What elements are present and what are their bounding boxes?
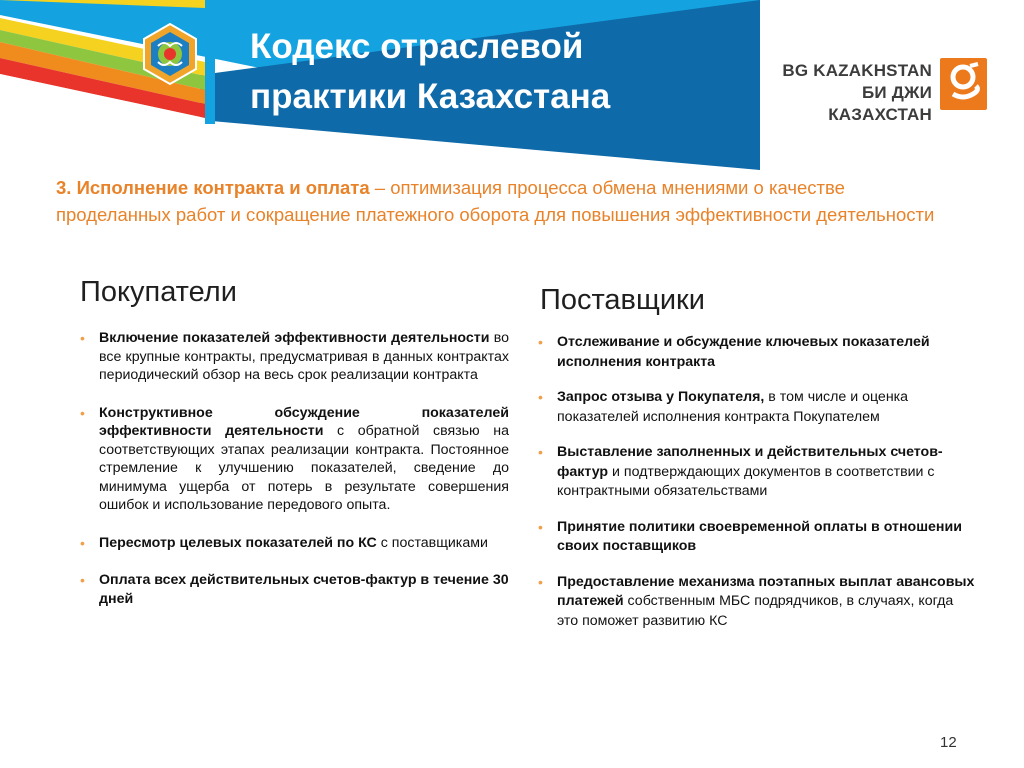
list-item-bold: Выставление заполненных и действительных счетов-фактур <box>557 444 943 480</box>
brand-text <box>760 60 932 126</box>
list-item-bold: Включение показателей эффективности деятельности <box>99 330 490 346</box>
list-item <box>80 534 509 553</box>
list-item-bold: Отслеживание и обсуждение ключевых показателей исполнения контракта <box>557 334 930 370</box>
list-item-bold: Принятие политики своевременной оплаты в отношении своих поставщиков <box>557 518 962 554</box>
list-item-text: в том числе и оценка показателей исполнения контракта Покупателем <box>557 389 909 425</box>
page-title-line-2: практики Казахстана <box>250 77 611 116</box>
list-item-text: с поставщиками <box>376 534 488 551</box>
page-number: 12 <box>940 734 957 751</box>
list-item-bold: Оплата всех действительных счетов-фактур в течение 30 дней <box>99 572 509 607</box>
list-item <box>538 443 978 502</box>
list-item-bold: Запрос отзыва у Покупателя, <box>557 389 765 405</box>
list-item <box>80 329 509 385</box>
ornament-badge-icon <box>138 22 202 86</box>
list-item <box>80 571 509 608</box>
page-title-line-1: Кодекс отраслевой <box>250 27 584 66</box>
list-item <box>80 404 509 515</box>
brand-line-2: БИ ДЖИ КАЗАХСТАН <box>828 83 932 124</box>
section-description: – оптимизация процесса обмена мнениями о качестве проделанных работ и сокращение платежного оборота для повышения эффективности деятельности <box>56 177 935 225</box>
list-item <box>538 388 978 427</box>
list-item-text: с обратной связью на соответствующих этапах реализации контракта. Постоянное стремление к улучшению показателей, сведение до минимума ущерба от потерь в результате совершения ошибок и использование передового опыта. <box>99 423 509 513</box>
section-heading: 3. Исполнение контракта и оплата <box>56 177 370 198</box>
list-item-bold: Предоставление механизма поэтапных выплат авансовых платежей <box>557 573 975 609</box>
brand-logo <box>760 58 990 124</box>
buyers-title: Покупатели <box>80 276 237 308</box>
list-item <box>538 518 978 557</box>
list-item <box>538 573 978 632</box>
list-item-text: во все крупные контракты, предусматривая в данных контрактах периодический обзор на весь срок реализации контракта <box>99 330 509 383</box>
list-item-bold: Конструктивное обсуждение показателей эффективности деятельности <box>99 404 509 439</box>
list-item-bold: Пересмотр целевых показателей по КС <box>99 534 377 551</box>
list-item <box>538 333 978 372</box>
suppliers-title: Поставщики <box>540 284 705 316</box>
buyers-list <box>80 329 509 627</box>
section-intro <box>56 174 956 228</box>
page-title <box>250 22 720 122</box>
brand-g-icon <box>940 58 987 110</box>
list-item-text: и подтверждающих документов в соответствии с контрактными обязательствами <box>557 463 935 499</box>
list-item-text: собственным МБС подрядчиков, в случаях, когда это поможет развитию КС <box>557 593 954 629</box>
suppliers-list <box>538 333 978 647</box>
brand-line-1: BG KAZAKHSTAN <box>782 61 932 80</box>
